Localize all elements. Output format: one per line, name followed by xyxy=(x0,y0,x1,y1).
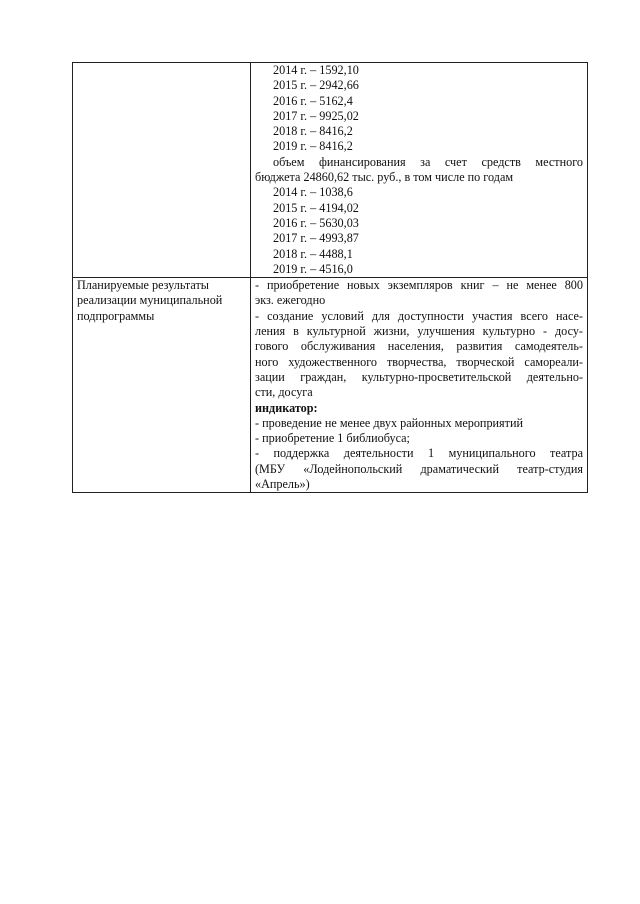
indicator-item: - проведение не менее двух районных мероприятий xyxy=(255,415,524,430)
planned-results-value-cell xyxy=(251,278,588,493)
local-budget-line: бюджета 24860,62 тыс. руб., в том числе по годам xyxy=(255,170,514,185)
conditions-result-line: ления в культурной жизни, улучшения культурно - досу- xyxy=(255,324,583,339)
year-value-line: 2017 г. – 4993,87 xyxy=(273,231,359,246)
year-value-line: 2014 г. – 1038,6 xyxy=(273,185,353,200)
year-value-line: 2014 г. – 1592,10 xyxy=(273,63,359,77)
row-label-line: Планируемые результаты xyxy=(77,278,209,293)
financing-row xyxy=(73,63,588,278)
planned-results-label-cell xyxy=(73,278,251,493)
indicator-item: «Апрель») xyxy=(255,477,310,492)
year-value-line: 2018 г. – 8416,2 xyxy=(273,124,353,139)
year-value-line: 2016 г. – 5162,4 xyxy=(273,93,353,108)
row-label-line: подпрограммы xyxy=(77,308,155,323)
year-value-line: 2019 г. – 4516,0 xyxy=(273,261,353,276)
books-result-line: - приобретение новых экземпляров книг – не менее 800 xyxy=(255,278,583,293)
row-label-line: реализации муниципальной xyxy=(77,293,223,308)
year-value-line: 2018 г. – 4488,1 xyxy=(273,246,353,261)
indicator-item: - поддержка деятельности 1 муниципального театра xyxy=(255,446,583,461)
conditions-result-line: зации граждан, культурно-просветительской деятельно- xyxy=(255,369,583,384)
year-value-line: 2019 г. – 8416,2 xyxy=(273,139,353,154)
indicator-item: (МБУ «Лодейнопольский драматический театр-студия xyxy=(255,461,583,476)
conditions-result-line: сти, досуга xyxy=(255,385,313,400)
local-budget-line: объем финансирования за счет средств местного xyxy=(273,154,583,169)
conditions-result-line: гового обслуживания населения, развития самодеятель- xyxy=(255,339,583,354)
books-result-line: экз. ежегодно xyxy=(255,293,326,308)
year-value-line: 2015 г. – 2942,66 xyxy=(273,78,359,93)
indicator-item: - приобретение 1 библиобуса; xyxy=(255,431,410,446)
conditions-result-line: - создание условий для доступности участия всего насе- xyxy=(255,308,583,323)
indicator-heading: индикатор: xyxy=(255,400,318,415)
conditions-result-line: ного художественного творчества, творческой самореали- xyxy=(255,354,583,369)
financing-row-label-cell xyxy=(73,63,251,278)
planned-results-row xyxy=(73,278,588,493)
financing-row-value-cell xyxy=(251,63,588,278)
year-value-line: 2016 г. – 5630,03 xyxy=(273,215,359,230)
subprogram-table xyxy=(72,62,588,493)
year-value-line: 2015 г. – 4194,02 xyxy=(273,200,359,215)
year-value-line: 2017 г. – 9925,02 xyxy=(273,108,359,123)
